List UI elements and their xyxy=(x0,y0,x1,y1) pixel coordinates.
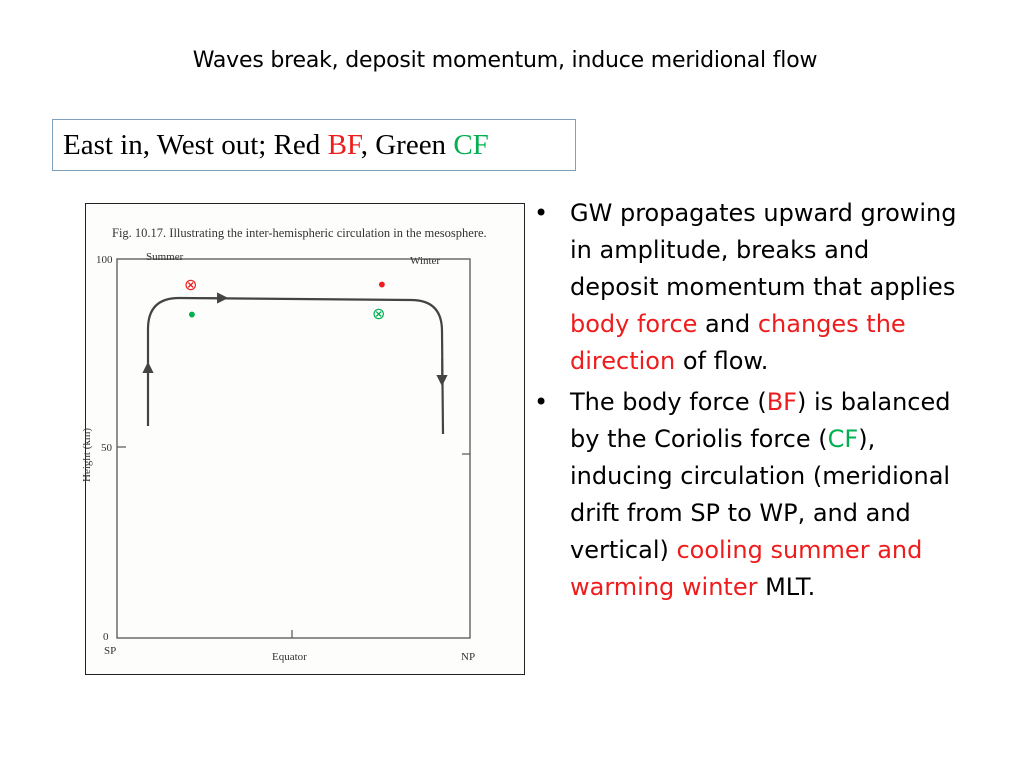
highlight-text: body force xyxy=(570,310,698,338)
highlight-text: cooling summer and warming winter xyxy=(570,536,923,601)
legend-bf: BF xyxy=(327,129,361,161)
body-force-into-marker: ⊗ xyxy=(184,275,198,294)
slide-title: Waves break, deposit momentum, induce meridional flow xyxy=(192,48,818,73)
circulation-diagram xyxy=(81,204,524,674)
bullet-text: ) is balanced by the Coriolis force ( xyxy=(570,388,951,453)
legend-separator: , Green xyxy=(360,129,454,161)
y-tick-100: 100 xyxy=(96,254,113,266)
plot-frame xyxy=(117,259,470,638)
circulation-figure xyxy=(81,203,525,675)
bullet-item xyxy=(532,195,962,380)
y-axis-label: Height (km) xyxy=(81,427,93,482)
legend-box xyxy=(52,119,576,171)
highlight-text: BF xyxy=(766,388,797,416)
coriolis-force-dot-marker: • xyxy=(186,303,198,327)
bullet-text: MLT. xyxy=(757,573,816,601)
highlight-text: changes the direction xyxy=(570,310,906,375)
bullet-text: and xyxy=(697,310,758,338)
x-label-np: NP xyxy=(461,651,476,663)
bullet-text: of flow. xyxy=(675,347,769,375)
bullet-item xyxy=(532,384,962,606)
body-force-dot-marker: • xyxy=(376,273,388,297)
bullet-dot: • xyxy=(534,388,549,416)
summer-label: Summer xyxy=(146,251,184,263)
y-tick-50: 50 xyxy=(101,442,112,454)
bullet-text: The body force ( xyxy=(570,388,767,416)
bullet-text: ), inducing circulation (meridional drift from SP to WP, and and vertical) xyxy=(570,425,951,564)
bullet-text: GW propagates upward growing in amplitude, breaks and deposit momentum that applies xyxy=(570,199,957,301)
bullet-list xyxy=(532,195,962,610)
x-label-equator: Equator xyxy=(272,651,307,663)
y-tick-0: 0 xyxy=(103,631,109,643)
bullet-dot: • xyxy=(534,199,549,227)
legend-prefix: East in, West out; Red xyxy=(63,129,328,161)
highlight-text: CF xyxy=(827,425,859,453)
x-label-sp: SP xyxy=(104,645,117,657)
coriolis-force-into-marker: ⊗ xyxy=(372,304,386,323)
winter-label: Winter xyxy=(410,255,441,267)
legend-cf: CF xyxy=(453,129,489,161)
figure-caption: Fig. 10.17. Illustrating the inter-hemispheric circulation in the mesosphere. xyxy=(112,226,487,240)
